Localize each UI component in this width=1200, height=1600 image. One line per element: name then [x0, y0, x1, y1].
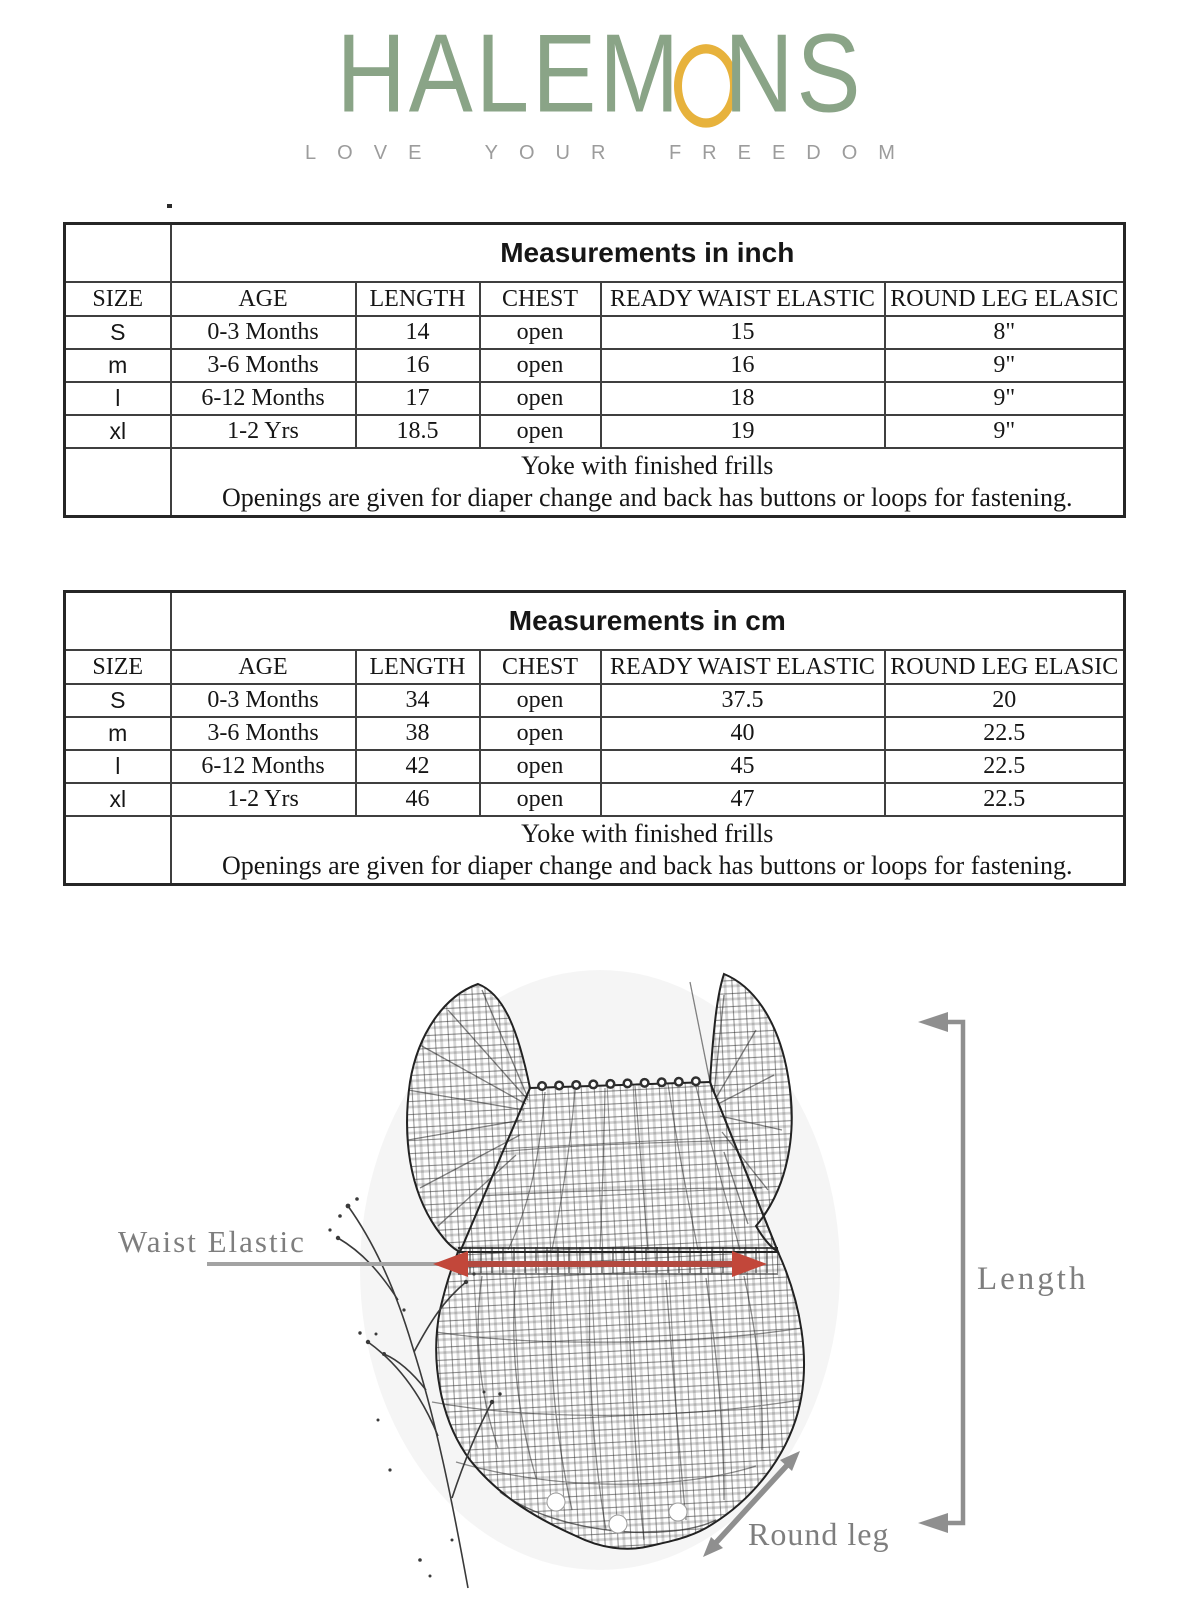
- cell-length: 42: [356, 750, 480, 783]
- cell-age: 0-3 Months: [171, 316, 356, 349]
- garment-illustration: [360, 970, 840, 1570]
- cell-age: 3-6 Months: [171, 349, 356, 382]
- cell-age: 1-2 Yrs: [171, 415, 356, 448]
- brand-tagline: LOVE YOUR FREEDOM: [305, 142, 916, 164]
- cell-leg: 9": [885, 415, 1125, 448]
- length-arrow: [918, 1012, 963, 1533]
- table-row-m: [65, 349, 1125, 382]
- logo-text-right: NS: [724, 11, 864, 136]
- empty-cell: [65, 224, 171, 283]
- cell-length: 14: [356, 316, 480, 349]
- note-line: Openings are given for diaper change and back has buttons or loops for fastening.: [222, 483, 1073, 512]
- logo-text-left: HALEM: [336, 11, 683, 136]
- col-header-waist-elastic: READY WAIST ELASTIC: [601, 650, 885, 684]
- table-row-xl: [65, 783, 1125, 816]
- col-header-length: LENGTH: [356, 282, 480, 316]
- cell-length: 34: [356, 684, 480, 717]
- table-row-xl: [65, 415, 1125, 448]
- cell-age: 1-2 Yrs: [171, 783, 356, 816]
- cell-waist: 18: [601, 382, 885, 415]
- notes-cell: [171, 448, 1125, 517]
- cell-size: m: [65, 349, 171, 382]
- cell-age: 0-3 Months: [171, 684, 356, 717]
- col-header-length: LENGTH: [356, 650, 480, 684]
- cell-size: S: [65, 684, 171, 717]
- note-line: Openings are given for diaper change and back has buttons or loops for fastening.: [222, 851, 1073, 880]
- cell-size: l: [65, 750, 171, 783]
- col-header-round-leg: ROUND LEG ELASIC: [885, 282, 1125, 316]
- table-notes-row: [65, 448, 1125, 517]
- length-label: Length: [977, 1261, 1089, 1297]
- cell-length: 16: [356, 349, 480, 382]
- measurements-table-cm: [63, 590, 1126, 886]
- col-header-size: SIZE: [65, 282, 171, 316]
- cell-age: 3-6 Months: [171, 717, 356, 750]
- cell-age: 6-12 Months: [171, 750, 356, 783]
- cell-waist: 16: [601, 349, 885, 382]
- table-notes-row: [65, 816, 1125, 885]
- cell-leg: 22.5: [885, 783, 1125, 816]
- col-header-chest: CHEST: [480, 282, 601, 316]
- cell-leg: 22.5: [885, 750, 1125, 783]
- table-row-l: [65, 382, 1125, 415]
- cell-chest: open: [480, 783, 601, 816]
- cell-length: 38: [356, 717, 480, 750]
- col-header-chest: CHEST: [480, 650, 601, 684]
- col-header-size: SIZE: [65, 650, 171, 684]
- empty-cell: [65, 592, 171, 651]
- empty-cell: [65, 816, 171, 885]
- table-header-row: [65, 650, 1125, 684]
- cell-leg: 22.5: [885, 717, 1125, 750]
- table-title-row: [65, 592, 1125, 651]
- notes-cell: [171, 816, 1125, 885]
- table-row-s: [65, 316, 1125, 349]
- cell-chest: open: [480, 349, 601, 382]
- cell-waist: 47: [601, 783, 885, 816]
- stray-dot: [167, 204, 172, 208]
- cell-waist: 37.5: [601, 684, 885, 717]
- measurements-table-inch: [63, 222, 1126, 518]
- cell-waist: 45: [601, 750, 885, 783]
- table-title: Measurements in cm: [171, 592, 1125, 651]
- col-header-round-leg: ROUND LEG ELASIC: [885, 650, 1125, 684]
- brand-logo: [336, 11, 864, 136]
- table-row-s: [65, 684, 1125, 717]
- waist-elastic-label: Waist Elastic: [118, 1224, 306, 1259]
- table-header-row: [65, 282, 1125, 316]
- cell-chest: open: [480, 750, 601, 783]
- logo-section: [0, 11, 1200, 165]
- table-row-m: [65, 717, 1125, 750]
- cell-leg: 9": [885, 349, 1125, 382]
- round-leg-label: Round leg: [748, 1516, 890, 1552]
- cell-size: l: [65, 382, 171, 415]
- cell-waist: 40: [601, 717, 885, 750]
- cell-age: 6-12 Months: [171, 382, 356, 415]
- cell-size: m: [65, 717, 171, 750]
- cell-waist: 15: [601, 316, 885, 349]
- cell-chest: open: [480, 382, 601, 415]
- cell-length: 17: [356, 382, 480, 415]
- cell-chest: open: [480, 316, 601, 349]
- cell-size: S: [65, 316, 171, 349]
- cell-leg: 9": [885, 382, 1125, 415]
- cell-chest: open: [480, 717, 601, 750]
- cell-waist: 19: [601, 415, 885, 448]
- col-header-age: AGE: [171, 650, 356, 684]
- cell-chest: open: [480, 415, 601, 448]
- cell-length: 18.5: [356, 415, 480, 448]
- cell-size: xl: [65, 415, 171, 448]
- table-title: Measurements in inch: [171, 224, 1125, 283]
- cell-length: 46: [356, 783, 480, 816]
- col-header-waist-elastic: READY WAIST ELASTIC: [601, 282, 885, 316]
- cell-leg: 8": [885, 316, 1125, 349]
- cell-chest: open: [480, 684, 601, 717]
- col-header-age: AGE: [171, 282, 356, 316]
- table-title-row: [65, 224, 1125, 283]
- cell-leg: 20: [885, 684, 1125, 717]
- table-row-l: [65, 750, 1125, 783]
- cell-size: xl: [65, 783, 171, 816]
- note-line: Yoke with finished frills: [521, 819, 774, 848]
- note-line: Yoke with finished frills: [521, 451, 774, 480]
- empty-cell: [65, 448, 171, 517]
